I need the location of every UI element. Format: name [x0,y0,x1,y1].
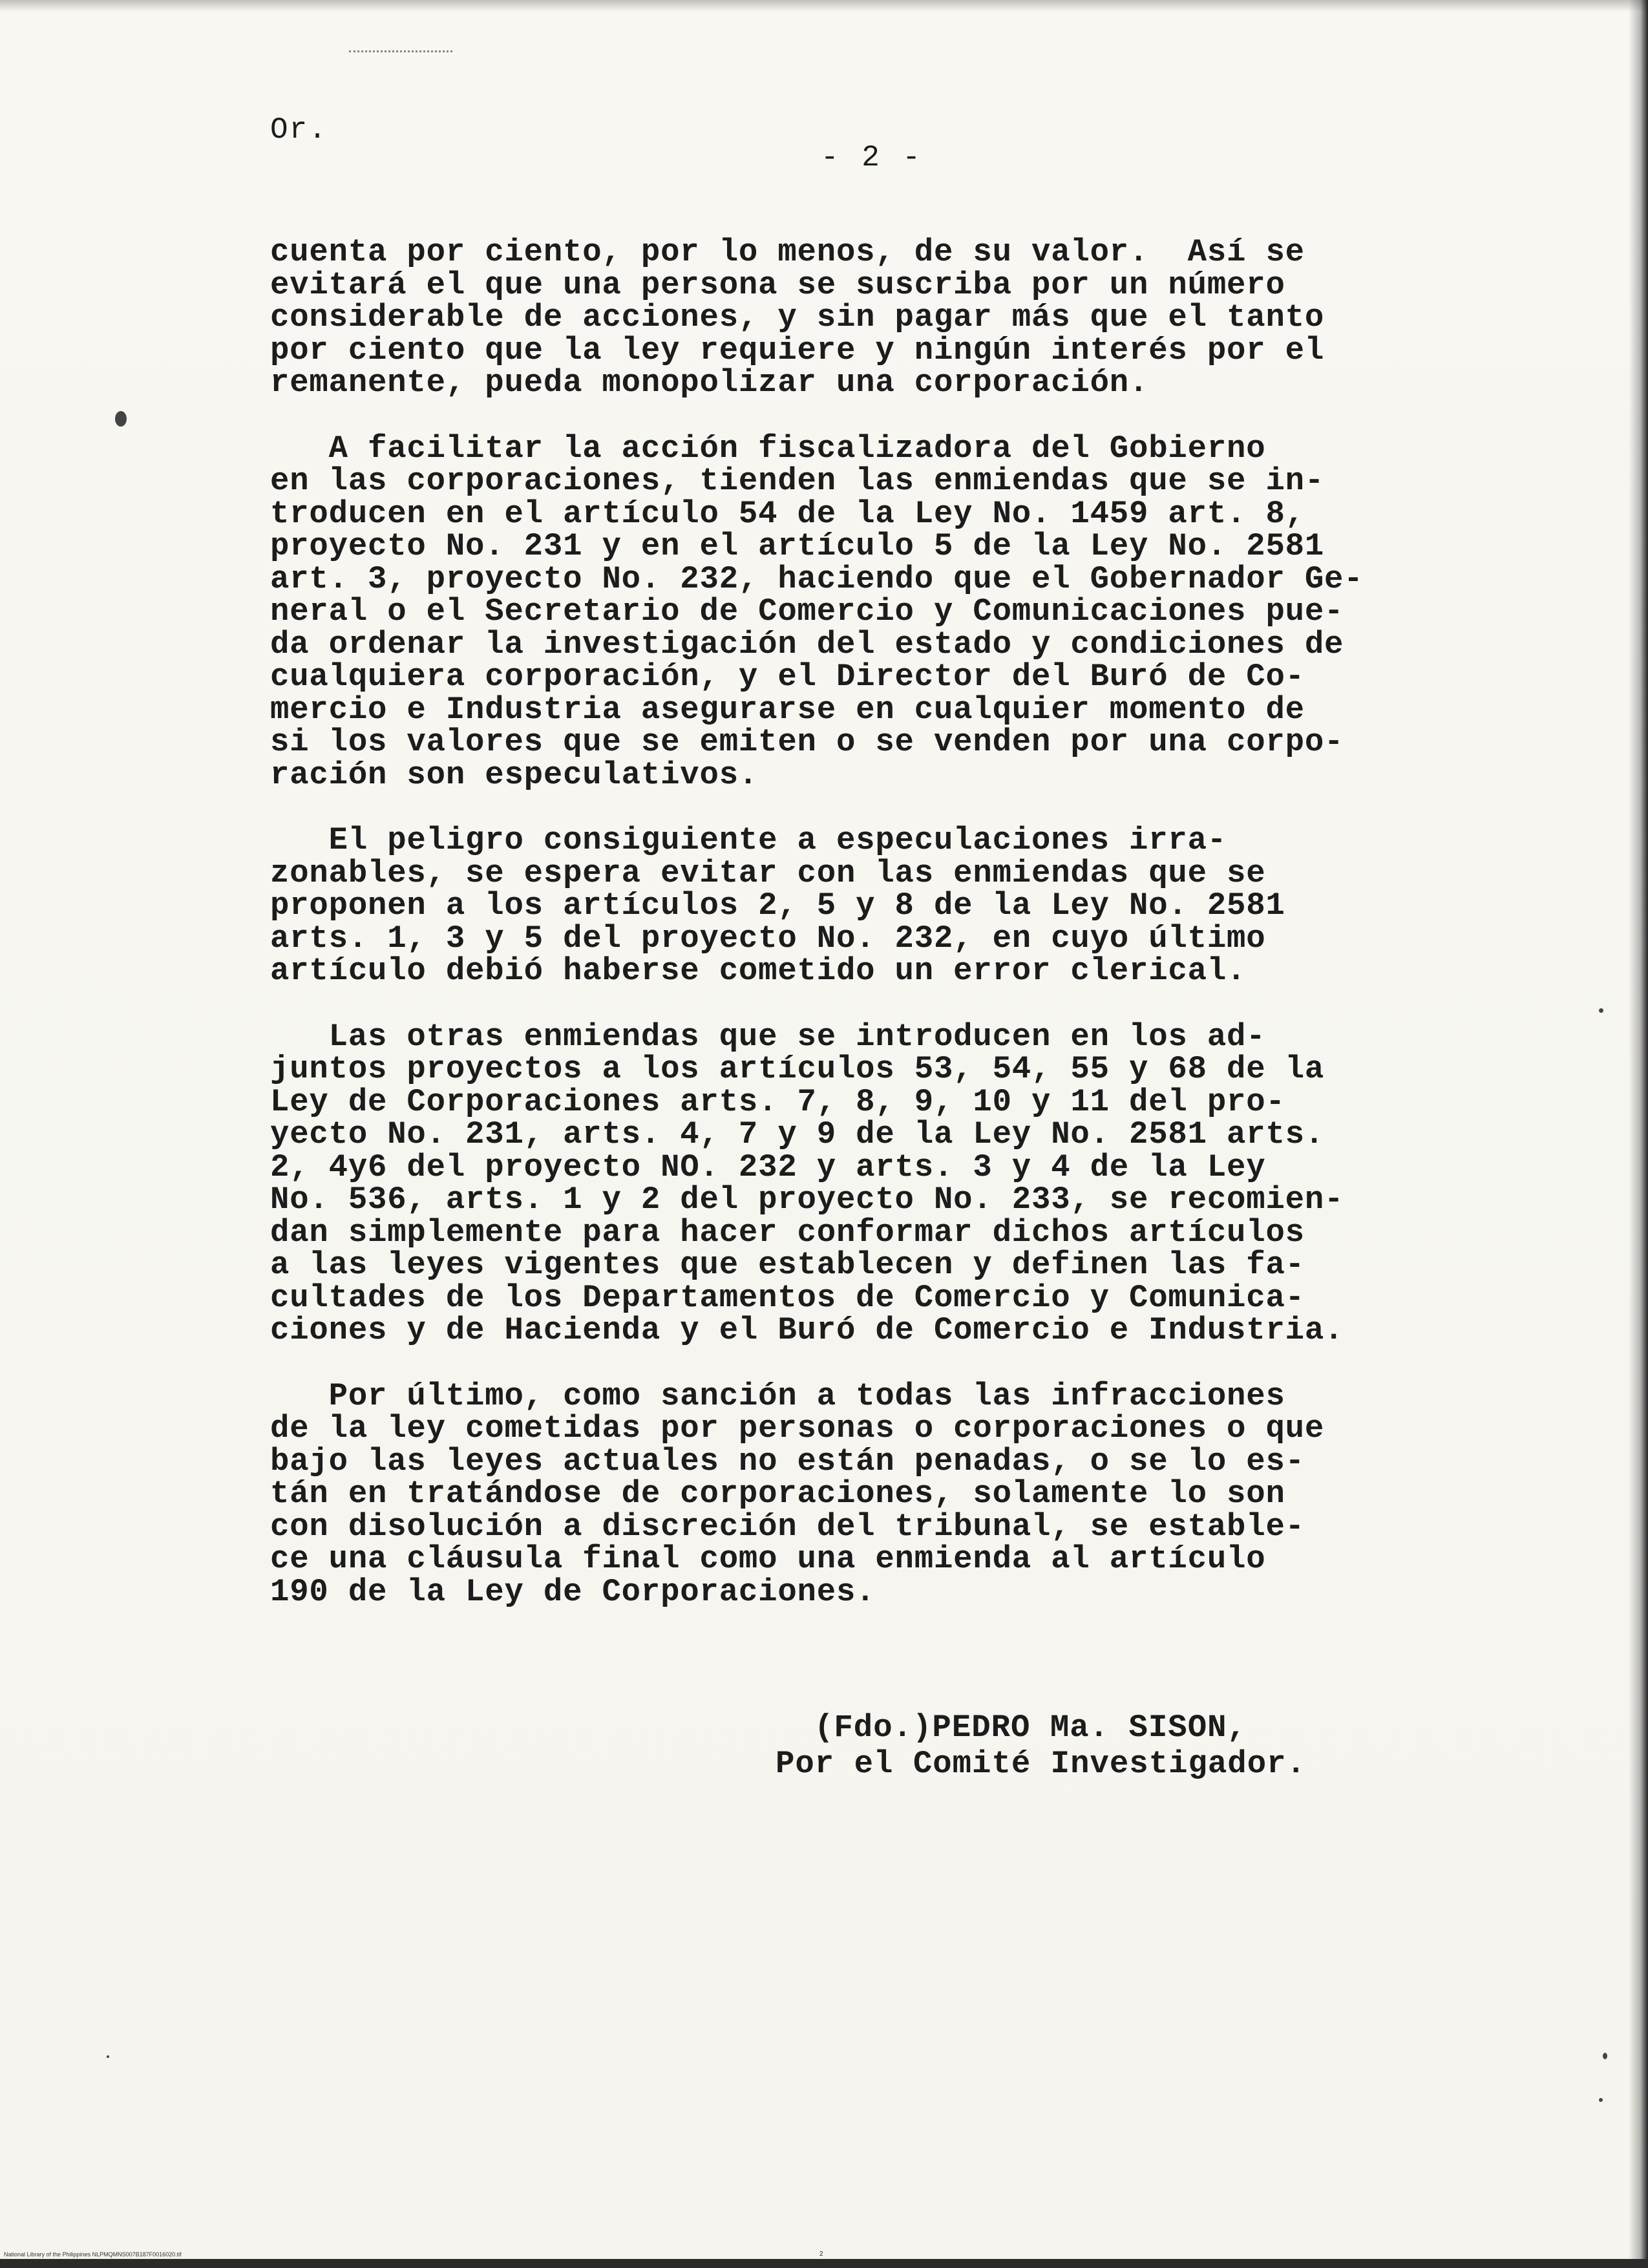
text-line: mercio e Industria asegurarse en cualquier momento de [270,691,1305,728]
text-line: da ordenar la investigación del estado y condiciones de [270,626,1344,662]
text-line: proyecto No. 231 y en el artículo 5 de la Ley No. 2581 [270,528,1325,564]
text-line: troducen en el artículo 54 de la Ley No. 1459 art. 8, [270,495,1305,532]
scan-speck [107,2055,109,2058]
text-line: arts. 1, 3 y 5 del proyecto No. 232, en cuyo último [270,920,1266,957]
text-line: 190 de la Ley de Corporaciones. [270,1573,876,1610]
text-line: tán en tratándose de corporaciones, solamente lo son [270,1476,1285,1512]
paragraph-2 [270,432,1395,792]
text-line: No. 536, arts. 1 y 2 del proyecto No. 233, se recomien- [270,1182,1344,1218]
text-line: ciones y de Hacienda y el Buró de Comercio e Industria. [270,1312,1344,1348]
scan-speck [1603,2053,1607,2059]
text-line: El peligro consiguiente a especulaciones irra- [270,822,1227,858]
paragraph-3 [270,824,1395,988]
paragraph-4 [270,1018,1395,1348]
text-line: Ley de Corporaciones arts. 7, 8, 9, 10 y 11 del pro- [270,1083,1285,1120]
text-line: si los valores que se emiten o se venden por una corpo- [270,724,1344,760]
scan-bottom-edge [0,2259,1648,2268]
paragraph-1 [270,236,1395,399]
text-line: por ciento que la ley requiere y ningún interés por el [270,332,1325,368]
scan-speck [1599,1008,1603,1013]
text-line: con disolución a discreción del tribunal, se estable- [270,1508,1305,1545]
text-line: de la ley cometidas por personas o corporaciones o que [270,1410,1325,1447]
text-line: cualquiera corporación, y el Director del Buró de Co- [270,659,1305,695]
signature-name: (Fdo.)PEDRO Ma. SISON, [814,1710,1247,1746]
text-line: a las leyes vigentes que establecen y definen las fa- [270,1247,1305,1283]
text-line: artículo debió haberse cometido un error clerical. [270,953,1247,989]
scan-right-edge [1629,0,1648,2268]
footer-page-number: 2 [819,2251,823,2258]
text-line: Las otras enmiendas que se introducen en los ad- [270,1018,1266,1055]
paragraph-5 [270,1377,1395,1610]
text-line: ce una cláusula final como una enmienda al artículo [270,1541,1266,1577]
text-line: considerable de acciones, y sin pagar más que el tanto [270,299,1325,335]
text-line: ración son especulativos. [270,756,759,793]
text-line: yecto No. 231, arts. 4, 7 y 9 de la Ley No. 2581 arts. [270,1116,1325,1152]
signature-title: Por el Comité Investigador. [776,1746,1306,1782]
text-line: Por último, como sanción a todas las infracciones [270,1377,1285,1414]
text-line: art. 3, proyecto No. 232, haciendo que el Gobernador Ge- [270,560,1364,597]
text-line: 2, 4y6 del proyecto NO. 232 y arts. 3 y 4 de la Ley [270,1149,1266,1185]
text-line: proponen a los artículos 2, 5 y 8 de la Ley No. 2581 [270,887,1285,924]
text-line: cultades de los Departamentos de Comercio y Comunica- [270,1279,1305,1316]
text-line: A facilitar la acción fiscalizadora del Gobierno [270,430,1266,467]
text-line: remanente, pueda monopolizar una corporación. [270,365,1149,401]
page-number: - 2 - [821,141,924,175]
text-line: evitará el que una persona se suscriba por un número [270,266,1285,303]
footer-caption: National Library of the Philippines NLPMQMNS007B187F0016020.tif [4,2251,182,2258]
text-line: en las corporaciones, tienden las enmiendas que se in- [270,463,1325,499]
header-mark: Or. [270,113,328,147]
body-text [270,236,1395,1641]
scan-speck [115,411,127,427]
text-line: zonables, se espera evitar con las enmiendas que se [270,854,1266,891]
text-line: juntos proyectos a los artículos 53, 54, 55 y 68 de la [270,1051,1325,1087]
text-line: dan simplemente para hacer conformar dichos artículos [270,1214,1305,1251]
pencil-scribble [349,37,452,52]
scan-top-edge [0,0,1648,12]
scan-speck [1599,2098,1603,2102]
text-line: neral o el Secretario de Comercio y Comunicaciones pue- [270,593,1344,630]
text-line: bajo las leyes actuales no están penadas, o se lo es- [270,1443,1305,1479]
text-line: cuenta por ciento, por lo menos, de su valor. Así se [270,234,1305,270]
signature-block [776,1710,1306,1782]
